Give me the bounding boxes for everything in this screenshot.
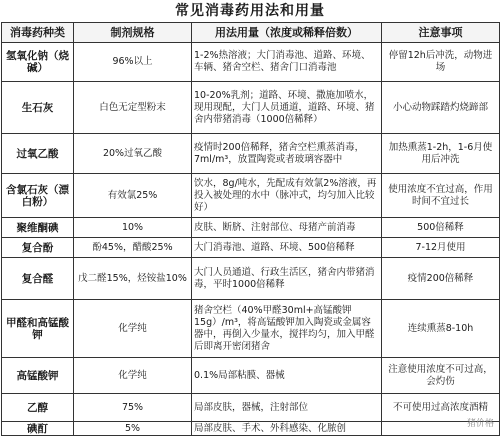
row-note: 7-12月使用 — [382, 238, 500, 258]
row-note: 不可使用过高浓度酒精 — [382, 394, 500, 422]
table-row — [2, 358, 500, 394]
table-row — [2, 174, 500, 218]
row-usage: 局部皮肤，器械，注射部位 — [192, 394, 382, 422]
row-spec: 化学纯 — [74, 358, 192, 394]
table-row — [2, 218, 500, 238]
header-spec: 制剂规格 — [74, 23, 192, 43]
row-name: 乙醇 — [2, 394, 74, 422]
row-spec: 5% — [74, 422, 192, 436]
row-note: 加热熏蒸1-2h，1-6月使用后冲洗 — [382, 134, 500, 174]
row-note: 停留12h后冲洗，动物进场 — [382, 43, 500, 82]
disinfectant-table — [1, 22, 500, 436]
table-row — [2, 300, 500, 358]
row-name: 甲醛和高锰酸钾 — [2, 300, 74, 358]
table-row — [2, 134, 500, 174]
row-name: 生石灰 — [2, 82, 74, 134]
row-name: 过氧乙酸 — [2, 134, 74, 174]
row-usage: 大门消毒池、道路、环境、500倍稀释 — [192, 238, 382, 258]
row-name: 复合酚 — [2, 238, 74, 258]
row-usage: 皮肤、断脐、注射部位、母猪产前消毒 — [192, 218, 382, 238]
row-note: 使用浓度不宜过高，作用时间不宜过长 — [382, 174, 500, 218]
row-spec: 10% — [74, 218, 192, 238]
watermark: 猪价格 — [466, 419, 494, 429]
row-usage: 1-2%热溶液；大门消毒池、道路、环境、车辆、猪舍空栏、猪舍门口消毒池 — [192, 43, 382, 82]
table-row — [2, 43, 500, 82]
row-name: 氢氧化钠（烧碱） — [2, 43, 74, 82]
row-name: 碘酊 — [2, 422, 74, 436]
row-name: 高锰酸钾 — [2, 358, 74, 394]
table-title: 常见消毒药用法和用量 — [175, 3, 325, 19]
table-row — [2, 422, 500, 436]
table-row — [2, 394, 500, 422]
row-usage: 0.1%局部粘膜、器械 — [192, 358, 382, 394]
row-usage: 大门人员通道、行政生活区，猪舍内带猪消毒，平时1000倍稀释 — [192, 258, 382, 300]
row-usage: 局部皮肤、手术、外科感染、化脓创 — [192, 422, 382, 436]
table-row — [2, 258, 500, 300]
row-name: 聚维酮碘 — [2, 218, 74, 238]
row-note: 连续熏蒸8-10h — [382, 300, 500, 358]
table-row — [2, 238, 500, 258]
row-note: 小心动物踩踏灼烧蹄部 — [382, 82, 500, 134]
row-note: 注意使用浓度不可过高，会灼伤 — [382, 358, 500, 394]
row-spec: 有效氯25% — [74, 174, 192, 218]
row-spec: 20%过氧乙酸 — [74, 134, 192, 174]
row-note: 500倍稀释 — [382, 218, 500, 238]
row-spec: 75% — [74, 394, 192, 422]
row-spec: 96%以上 — [74, 43, 192, 82]
header-notes: 注意事项 — [382, 23, 500, 43]
row-spec: 白色无定型粉末 — [74, 82, 192, 134]
row-usage: 猪舍空栏（40%甲醛30ml+高锰酸钾15g）/m³，将高锰酸钾加入陶瓷或金属容器中，再倒入少量水，搅拌均匀，加入甲醛后即离开密闭猪舍 — [192, 300, 382, 358]
row-spec: 戊二醛15%，烃铵盐10% — [74, 258, 192, 300]
row-spec: 化学纯 — [74, 300, 192, 358]
table-header-row — [2, 23, 500, 43]
table-row — [2, 82, 500, 134]
row-usage: 疫情时200倍稀释，猪舍空栏熏蒸消毒，7ml/m³，放置陶瓷或者玻璃容器中 — [192, 134, 382, 174]
row-name: 含氯石灰（漂白粉） — [2, 174, 74, 218]
row-spec: 酚45%，醋酸25% — [74, 238, 192, 258]
header-type: 消毒药种类 — [2, 23, 74, 43]
row-note: 疫情200倍稀释 — [382, 258, 500, 300]
row-usage: 饮水，8g/吨水，先配成有效氯2%溶液，再投入被处理的水中（脉冲式，均匀加入比较好） — [192, 174, 382, 218]
header-usage: 用法用量（浓度或稀释倍数） — [192, 23, 382, 43]
row-usage: 10-20%乳剂；道路、环境、撒施加喷水，现用现配，大门人员通道，道路、环境、猪舍内带猪消毒（1000倍稀释） — [192, 82, 382, 134]
row-name: 复合醛 — [2, 258, 74, 300]
